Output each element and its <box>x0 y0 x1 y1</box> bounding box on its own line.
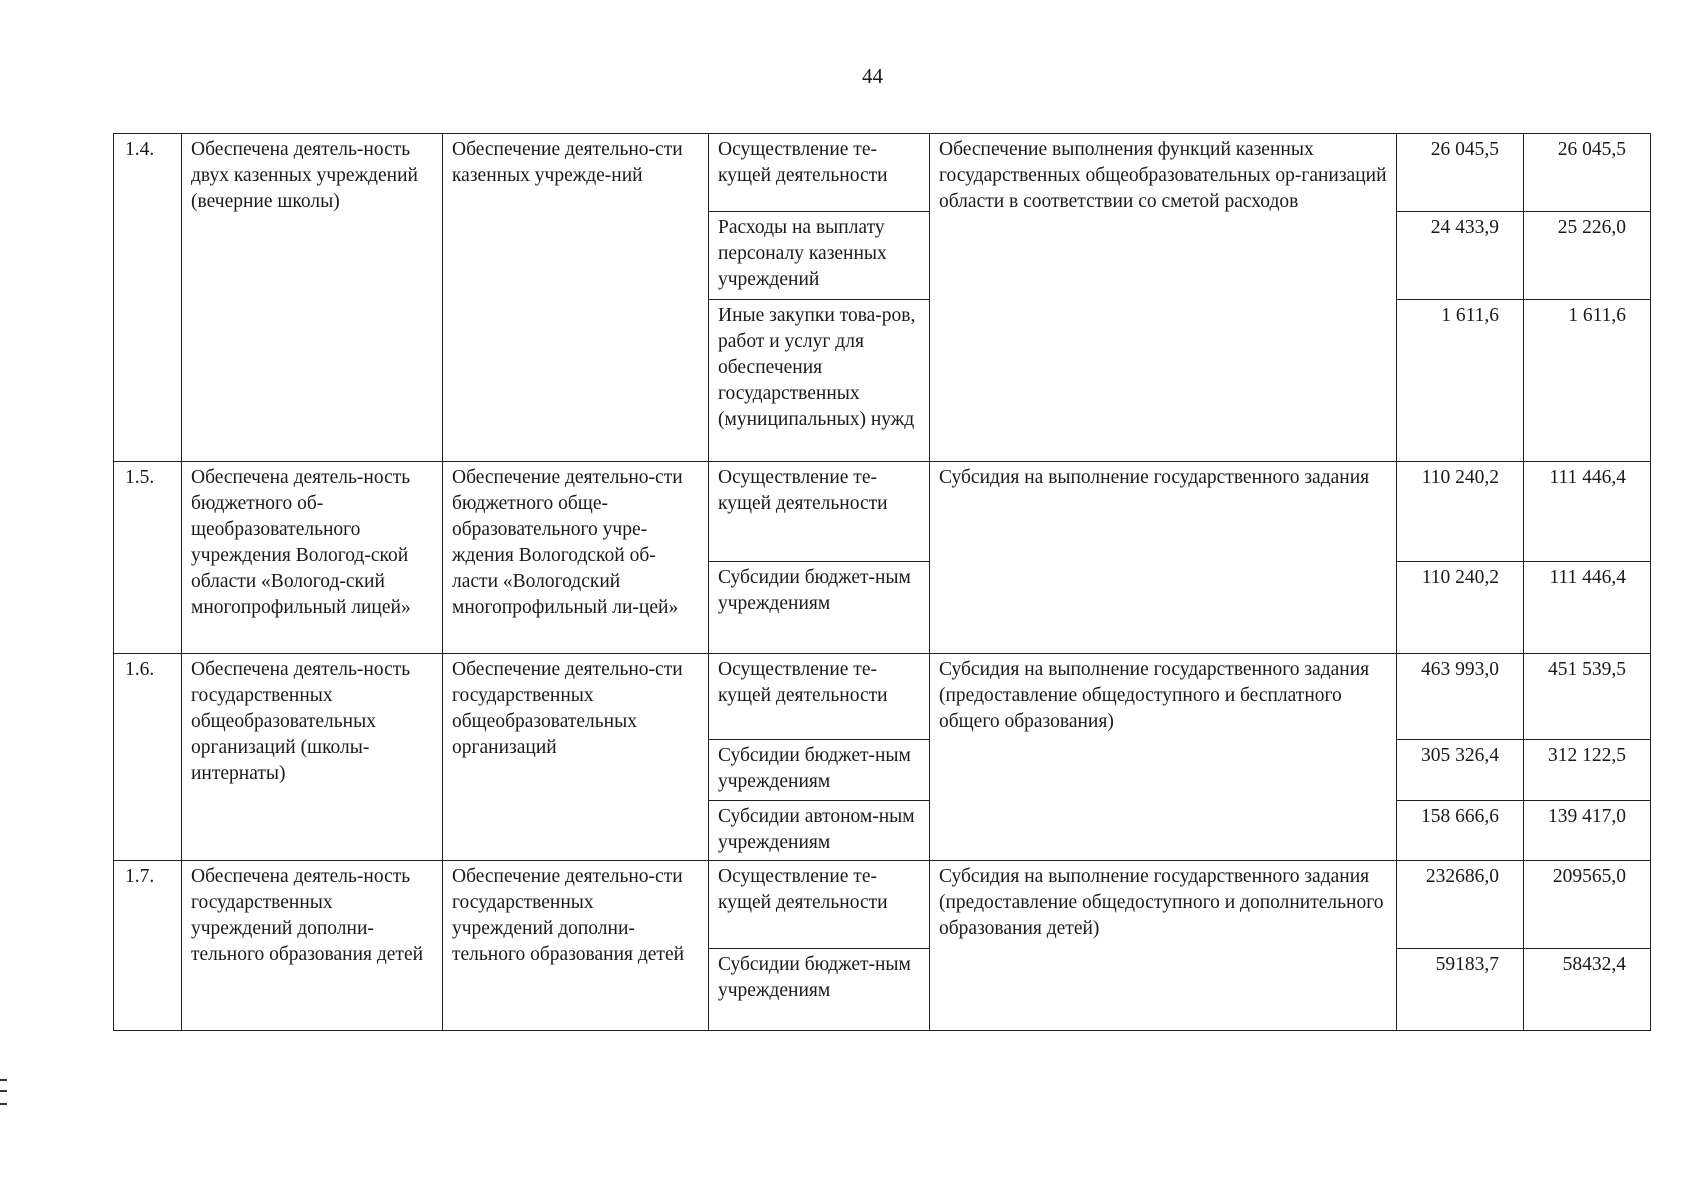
expense-cell: Осуществление те-кущей деятельности <box>709 654 930 740</box>
expense-cell: Субсидии бюджет-ным учреждениям <box>709 740 930 801</box>
value-year1: 26 045,5 <box>1397 134 1524 212</box>
row-number: 1.5. <box>114 462 182 654</box>
table-row <box>114 134 1651 212</box>
value-year2: 209565,0 <box>1524 861 1651 949</box>
expense-cell: Осуществление те-кущей деятельности <box>709 134 930 212</box>
row-number: 1.6. <box>114 654 182 861</box>
description-cell: Субсидия на выполнение государственного задания (предоставление общедоступного и бесплатного общего образования) <box>930 654 1397 861</box>
value-year2: 139 417,0 <box>1524 801 1651 861</box>
result-cell: Обеспечена деятель-ность государственных учреждений дополни-тельного образования детей <box>182 861 443 1031</box>
scan-margin-mark <box>0 1079 7 1105</box>
value-year2: 1 611,6 <box>1524 300 1651 462</box>
value-year1: 232686,0 <box>1397 861 1524 949</box>
value-year1: 110 240,2 <box>1397 462 1524 562</box>
activity-cell: Обеспечение деятельно-сти казенных учрежде-ний <box>443 134 709 462</box>
value-year1: 305 326,4 <box>1397 740 1524 801</box>
value-year1: 1 611,6 <box>1397 300 1524 462</box>
row-number: 1.4. <box>114 134 182 462</box>
value-year2: 451 539,5 <box>1524 654 1651 740</box>
table-row <box>114 462 1651 562</box>
page-number: 44 <box>862 64 883 88</box>
value-year2: 111 446,4 <box>1524 562 1651 654</box>
result-cell: Обеспечена деятель-ность государственных общеобразовательных организаций (школы-интернаты) <box>182 654 443 861</box>
value-year2: 26 045,5 <box>1524 134 1651 212</box>
value-year1: 463 993,0 <box>1397 654 1524 740</box>
value-year2: 25 226,0 <box>1524 212 1651 300</box>
expense-cell: Субсидии автоном-ным учреждениям <box>709 801 930 861</box>
value-year2: 111 446,4 <box>1524 462 1651 562</box>
expense-cell: Расходы на выплату персоналу казенных учреждений <box>709 212 930 300</box>
value-year2: 58432,4 <box>1524 949 1651 1031</box>
value-year1: 59183,7 <box>1397 949 1524 1031</box>
activity-cell: Обеспечение деятельно-сти бюджетного обще-образовательного учре-ждения Вологодской об-ласти «Вологодский многопрофильный ли-цей» <box>443 462 709 654</box>
value-year2: 312 122,5 <box>1524 740 1651 801</box>
description-cell: Обеспечение выполнения функций казенных государственных общеобразовательных ор-ганизаций области в соответствии со сметой расходов <box>930 134 1397 462</box>
budget-table <box>113 133 1651 1031</box>
expense-cell: Субсидии бюджет-ным учреждениям <box>709 949 930 1031</box>
table-row <box>114 654 1651 740</box>
activity-cell: Обеспечение деятельно-сти государственных учреждений дополни-тельного образования детей <box>443 861 709 1031</box>
description-cell: Субсидия на выполнение государственного задания (предоставление общедоступного и дополнительного образования детей) <box>930 861 1397 1031</box>
value-year1: 110 240,2 <box>1397 562 1524 654</box>
value-year1: 158 666,6 <box>1397 801 1524 861</box>
value-year1: 24 433,9 <box>1397 212 1524 300</box>
activity-cell: Обеспечение деятельно-сти государственных общеобразовательных организаций <box>443 654 709 861</box>
description-cell: Субсидия на выполнение государственного задания <box>930 462 1397 654</box>
table-row <box>114 861 1651 949</box>
expense-cell: Субсидии бюджет-ным учреждениям <box>709 562 930 654</box>
result-cell: Обеспечена деятель-ность двух казенных учреждений (вечерние школы) <box>182 134 443 462</box>
row-number: 1.7. <box>114 861 182 1031</box>
result-cell: Обеспечена деятель-ность бюджетного об-щеобразовательного учреждения Вологод-ской области «Вологод-ский многопрофильный лицей» <box>182 462 443 654</box>
expense-cell: Осуществление те-кущей деятельности <box>709 861 930 949</box>
expense-cell: Осуществление те-кущей деятельности <box>709 462 930 562</box>
expense-cell: Иные закупки това-ров, работ и услуг для обеспечения государственных (муниципальных) нужд <box>709 300 930 462</box>
